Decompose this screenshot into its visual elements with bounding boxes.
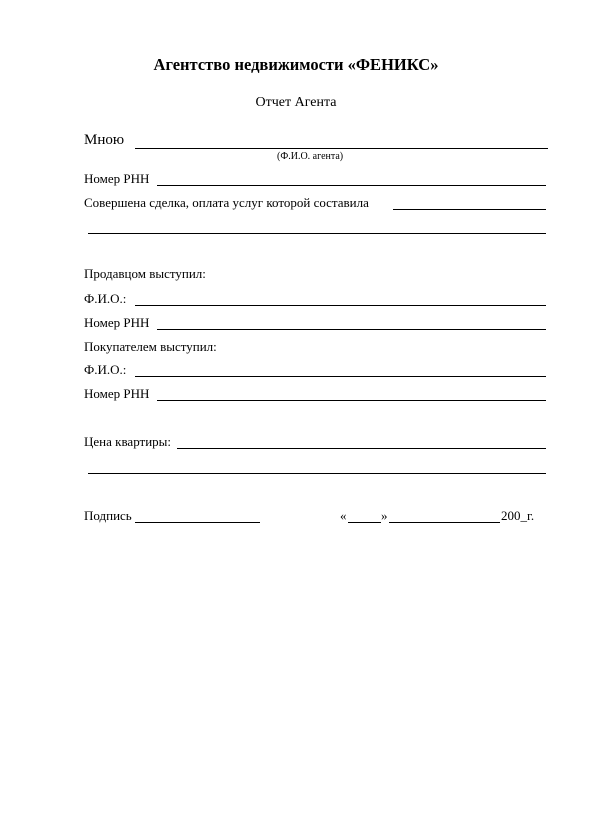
agent-rnn-label: Номер РНН [84, 171, 150, 186]
price-label: Цена квартиры: [84, 434, 172, 449]
seller-heading: Продавцом выступил: [84, 266, 206, 281]
price-field-continued[interactable] [88, 473, 546, 474]
agent-hint: (Ф.И.О. агента) [277, 151, 344, 162]
buyer-name-label: Ф.И.О.: [84, 362, 127, 377]
page-title: Агентство недвижимости «ФЕНИКС» [153, 55, 439, 74]
buyer-heading: Покупателем выступил: [84, 339, 217, 354]
seller-rnn-label: Номер РНН [84, 315, 150, 330]
date-open-quote: « [340, 508, 347, 523]
seller-name-field[interactable] [135, 305, 546, 306]
deal-label: Совершена сделка, оплата услуг которой составила [84, 195, 369, 210]
agent-name-field[interactable] [135, 148, 548, 149]
date-close-quote: » [381, 508, 388, 523]
price-field[interactable] [177, 448, 546, 449]
date-day-field[interactable] [348, 522, 381, 523]
agent-rnn-field[interactable] [157, 185, 546, 186]
buyer-rnn-field[interactable] [157, 400, 546, 401]
buyer-rnn-label: Номер РНН [84, 386, 150, 401]
deal-fee-field[interactable] [393, 209, 546, 210]
signature-label: Подпись [84, 508, 132, 523]
seller-rnn-field[interactable] [157, 329, 546, 330]
page-subtitle: Отчет Агента [255, 95, 337, 110]
seller-name-label: Ф.И.О.: [84, 291, 127, 306]
signature-field[interactable] [135, 522, 260, 523]
buyer-name-field[interactable] [135, 376, 546, 377]
date-month-field[interactable] [389, 522, 500, 523]
date-year-suffix: 200_г. [501, 508, 535, 523]
deal-fee-field-continued[interactable] [88, 233, 546, 234]
agent-label: Мною [84, 132, 125, 148]
